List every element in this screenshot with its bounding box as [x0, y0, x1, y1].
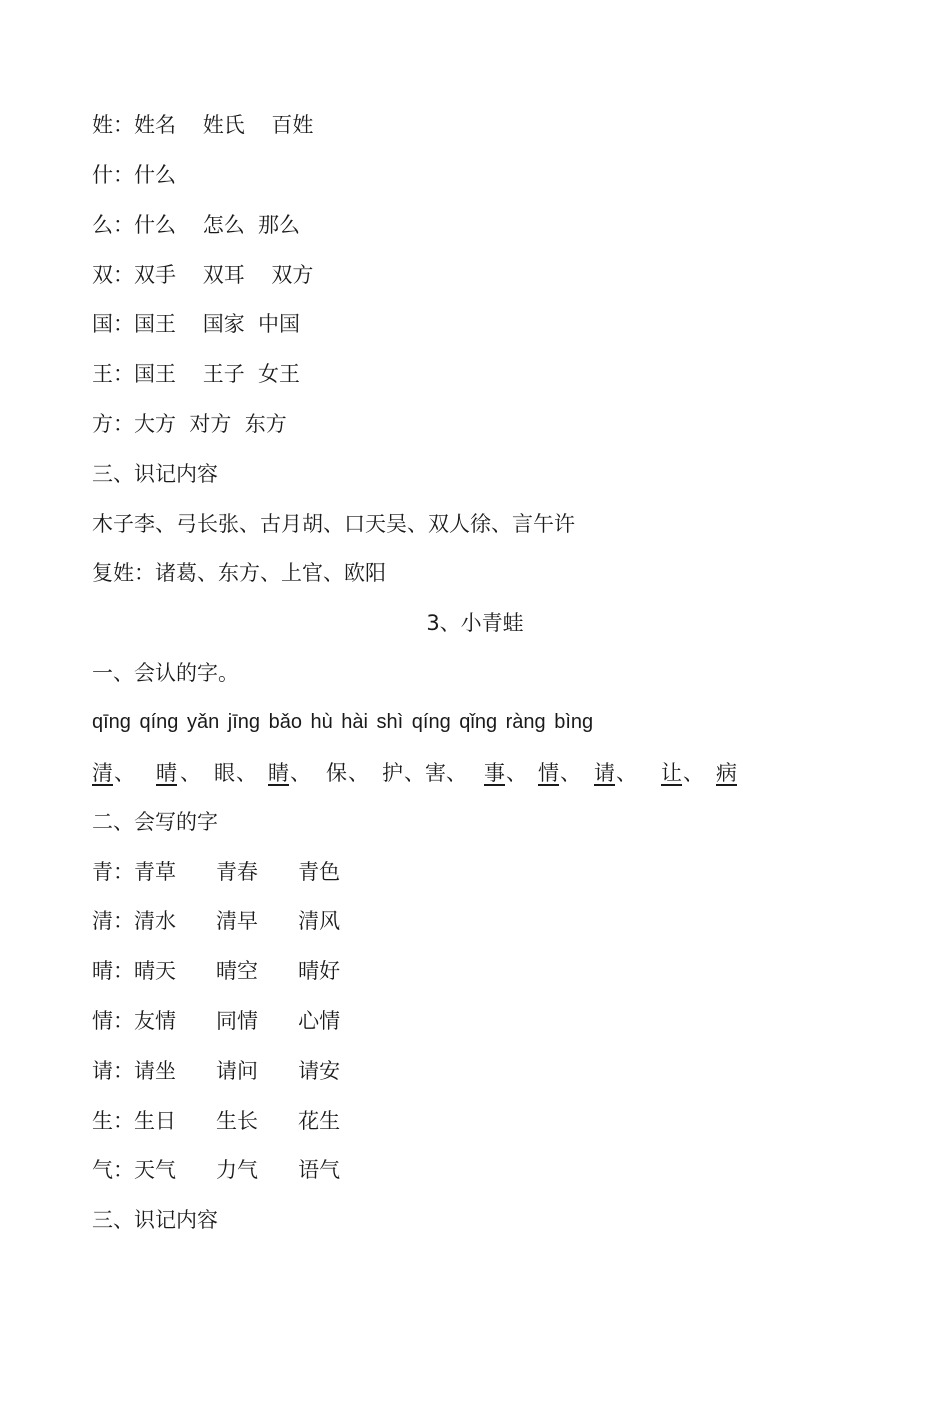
- section-heading-write: 二、会写的字: [92, 810, 218, 834]
- char-jing: 睛: [268, 761, 289, 785]
- section-heading-recognize: 一、会认的字。: [92, 661, 239, 685]
- write-line-qing: 青：青草 青春 青色: [92, 860, 341, 884]
- separator: 、: [560, 761, 581, 785]
- char-hu: 护: [382, 761, 403, 785]
- char-rang: 让: [661, 761, 682, 785]
- separator: 、: [236, 761, 257, 785]
- char-bing: 病: [716, 761, 737, 785]
- lesson-title: 3、小青蛙: [426, 611, 524, 635]
- recognize-chars-row: [92, 759, 792, 787]
- char-qing2: 晴: [156, 761, 177, 785]
- section-heading-memorize-2: 三、识记内容: [92, 1208, 218, 1232]
- section-heading-memorize: 三、识记内容: [92, 462, 218, 486]
- char-bao: 保: [326, 761, 347, 785]
- text-line-shuang: 双：双手 双耳 双方: [92, 263, 314, 287]
- text-line-guo: 国：国王 国家 中国: [92, 312, 301, 336]
- text-line-shen: 什：什么: [92, 163, 176, 187]
- separator: 、: [348, 761, 369, 785]
- write-line-qing-water: 清：清水 清早 清风: [92, 909, 341, 933]
- text-line-surnames: 木子李、弓长张、古月胡、口天吴、双人徐、言午许: [92, 512, 575, 536]
- write-line-qing-sun: 晴：晴天 晴空 晴好: [92, 959, 341, 983]
- separator: 、: [683, 761, 704, 785]
- char-hai-group: 、害、: [404, 761, 467, 785]
- char-qing3: 情: [538, 761, 559, 785]
- char-yan: 眼: [214, 761, 235, 785]
- pinyin-line: qīng qíng yǎn jīng bǎo hù hài shì qíng qǐng ràng bìng: [92, 711, 594, 733]
- separator: 、: [506, 761, 527, 785]
- write-line-sheng: 生：生日 生长 花生: [92, 1109, 341, 1133]
- text-line-fang: 方：大方 对方 东方: [92, 412, 287, 436]
- write-line-qing-heart: 情：友情 同情 心情: [92, 1009, 341, 1033]
- separator: 、: [180, 761, 201, 785]
- char-qing4: 请: [594, 761, 615, 785]
- write-line-qi: 气：天气 力气 语气: [92, 1158, 341, 1182]
- char-shi: 事: [484, 761, 505, 785]
- text-line-xing: 姓：姓名 姓氏 百姓: [92, 113, 314, 137]
- text-line-me: 么：什么 怎么 那么: [92, 213, 301, 237]
- separator: 、: [114, 761, 135, 785]
- separator: 、: [616, 761, 637, 785]
- text-line-compound-surnames: 复姓：诸葛、东方、上官、欧阳: [92, 561, 386, 585]
- text-line-wang: 王：国王 王子 女王: [92, 362, 301, 386]
- separator: 、: [290, 761, 311, 785]
- write-line-qing-speech: 请：请坐 请问 请安: [92, 1059, 341, 1083]
- char-qing1: 清: [92, 761, 113, 785]
